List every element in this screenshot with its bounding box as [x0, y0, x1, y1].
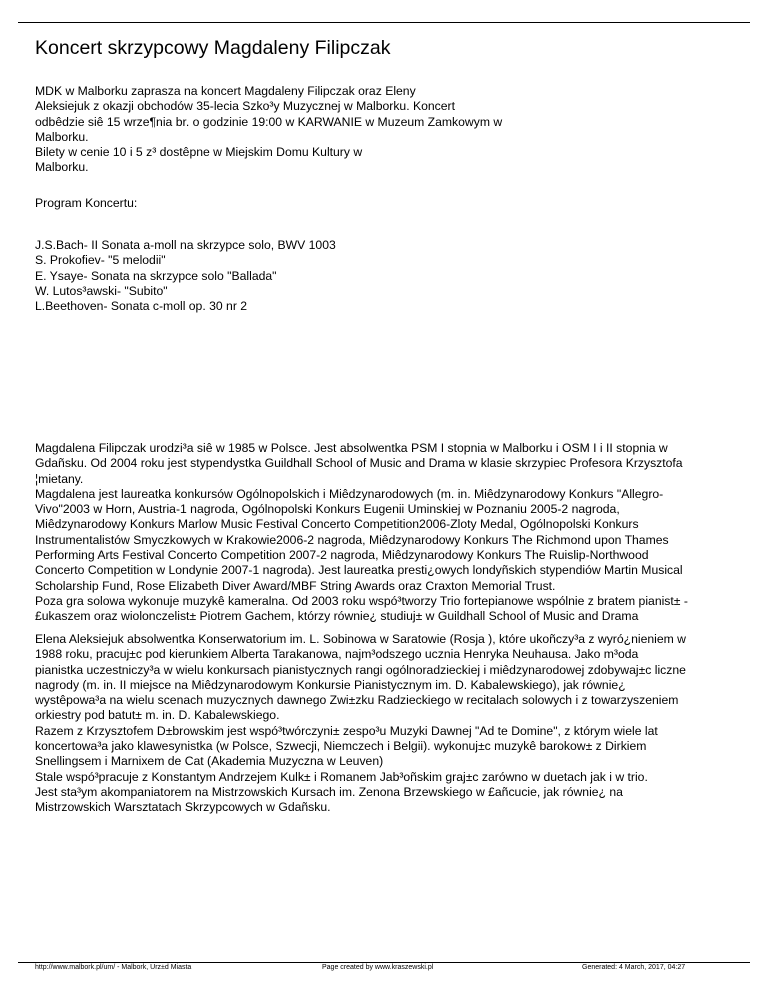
footer-source-link[interactable]: http://www.malbork.pl/um/ - Malbork, Urz±d Miasta: [35, 964, 192, 971]
top-rule: [18, 22, 750, 23]
program-item: S. Prokofiev- "5 melodii": [35, 253, 166, 268]
intro-paragraph: Bilety w cenie 10 i 5 z³ dostêpne w Miejskim Domu Kultury w Malborku.: [35, 145, 363, 175]
footer-created-by: Page created by www.kraszewski.pl: [322, 964, 434, 971]
program-item: J.S.Bach- II Sonata a-moll na skrzypce solo, BWV 1003: [35, 238, 336, 252]
intro-paragraph: MDK w Malborku zaprasza na koncert Magdaleny Filipczak oraz Eleny Aleksiejuk z okazji obchodów 35-lecia Szko³y Muzycznej w Malborku. Koncert odbêdzie siê 15 wrze¶nia br. o godzinie 19:00 w KARWANIE w Muzeum Zamkowym w Malborku.: [35, 84, 503, 144]
program-list: [35, 238, 336, 314]
program-heading: Program Koncertu:: [35, 196, 138, 210]
bio-elena: [35, 632, 740, 816]
bio-magdalena: [35, 441, 740, 625]
program-item: W. Lutos³awski- "Subito": [35, 283, 168, 298]
bio-paragraph: Elena Aleksiejuk absolwentka Konserwatorium im. L. Sobinowa w Saratowie (Rosja ), które ukoñczy³a z wyró¿nieniem w 1988 roku, pracuj±c pod kierunkiem Alberta Tarakanowa, najm³odszego ucznia Henryka Neuhausa. Jako m³oda pianistka uczestniczy³a w wielu konkursach pianistycznych rangi ogólnoradzieckiej i miêdzynarodowej zdobywaj±c liczne nagrody (m. in. II miejsce na Miêdzynarodowym Konkursie Pianistycznym im. D. Kabalewskiego), jak równie¿ wystêpowa³a na wielu scenach muzycznych dawnego Zwi±zku Radzieckiego w recitalach solowych i z towarzyszeniem orkiestry pod batut± m. in. D. Kabalewskiego.: [35, 632, 686, 723]
bio-paragraph: Poza gra solowa wykonuje muzykê kameralna. Od 2003 roku wspó³tworzy Trio fortepianowe wspólnie z bratem pianist± - £ukaszem oraz wiolonczelist± Piotrem Gachem, którzy równie¿ studiuj± w Guildhall School of Music and Drama: [35, 593, 688, 624]
intro-section: [35, 84, 555, 176]
footer-generated-date: Generated: 4 March, 2017, 04:27: [582, 964, 686, 971]
program-item: E. Ysaye- Sonata na skrzypce solo "Ballada": [35, 268, 277, 283]
bio-paragraph: Magdalena jest laureatka konkursów Ogólnopolskich i Miêdzynarodowych (m. in. Miêdzynarodowy Konkurs "Allegro- Vivo"2003 w Horn, Austria-1 nagroda, Ogólnopolski Konkurs Eugenii Uminskiej w Poznaniu 2005-2 nagroda, Miêdzynarodowy Konkurs Marlow Music Festival Concerto Competition2006-Zloty Medal, Ogólnopolski Konkurs Instrumentalistów Smyczkowych w Krakowie2006-2 nagroda, Miêdzynarodowy Konkurs The Richmond upon Thames Performing Arts Festival Concerto Competition 2007-2 nagroda, Miêdzynarodowy Konkurs The Ruislip-Northwood Concerto Competition w Londynie 2007-1 nagroda). Jest laureatka presti¿owych londyñskich stypendiów Martin Musical Scholarship Fund, Rose Elizabeth Diver Award/MBF String Awards oraz Craxton Memorial Trust.: [35, 486, 683, 593]
program-item: L.Beethoven- Sonata c-moll op. 30 nr 2: [35, 299, 248, 314]
bio-paragraph: Stale wspó³pracuje z Konstantym Andrzejem Kulk± i Romanem Jab³oñskim graj±c zarówno w duetach jak i w trio. Jest sta³ym akompaniatorem na Mistrzowskich Kursach im. Zenona Brzewskiego w £añcucie, jak równie¿ na Mistrzowskich Warsztatach Skrzypcowych w Gdañsku.: [35, 769, 648, 815]
page-title: Koncert skrzypcowy Magdaleny Filipczak: [35, 37, 391, 59]
bio-paragraph: Magdalena Filipczak urodzi³a siê w 1985 w Polsce. Jest absolwentka PSM I stopnia w Malborku i OSM I i II stopnia w Gdañsku. Od 2004 roku jest stypendystka Guildhall School of Music and Drama w klasie skrzypiec Profesora Krzysztofa ¦mietany.: [35, 441, 683, 486]
bio-paragraph: Razem z Krzysztofem D±browskim jest wspó³twórczyni± zespo³u Muzyki Dawnej "Ad te Domine", z którym wiele lat koncertowa³a jako klawesynistka (w Polsce, Szwecji, Niemczech i Belgii). wykonuj±c muzykê barokow± z Dirkiem Snellingsem i Marnixem de Cat (Akademia Muzyczna w Leuven): [35, 723, 658, 769]
